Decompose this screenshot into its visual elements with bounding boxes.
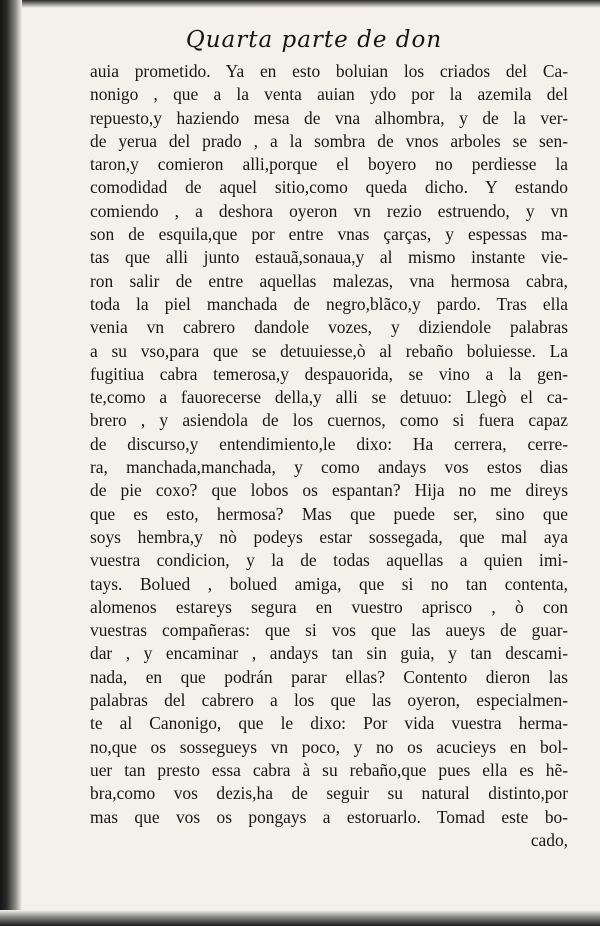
- text-line: son de esquila,que por entre vnas çarças, y espessas ma-: [90, 224, 568, 245]
- text-line: comodidad de aquel sitio,como queda dicho. Y estando: [90, 177, 568, 198]
- running-head: Quarta parte de don: [185, 27, 443, 53]
- text-line: venia vn cabrero dandole vozes, y diziendole palabras: [90, 317, 568, 338]
- text-line: mas que vos os pongays a estoruarlo. Tomad este bo-: [90, 806, 568, 827]
- text-line: de discurso,y entendimiento,le dixo: Ha cerrera, cerre-: [90, 433, 568, 454]
- text-line: de yerua del prado , a la sombra de vnos arboles se sen-: [90, 130, 568, 151]
- text-line: soys hembra,y nò podeys estar sossegada, que mal aya: [90, 526, 568, 547]
- text-line: que es esto, hermosa? Mas que puede ser, sino que: [90, 503, 568, 524]
- text-line: comiendo , a deshora oyeron vn rezio estruendo, y vn: [90, 200, 568, 221]
- body-text: [90, 60, 568, 852]
- page-top-shadow: [0, 0, 600, 8]
- text-line: repuesto,y haziendo mesa de vna alhombra, y de la ver-: [90, 107, 568, 128]
- text-line: taron,y comieron alli,porque el boyero no perdiesse la: [90, 154, 568, 175]
- text-line: dar , y encaminar , andays tan sin guia, y tan descami-: [90, 643, 568, 664]
- text-line: ron salir de entre aquellas malezas, vna hermosa cabra,: [90, 270, 568, 291]
- page-bottom-shadow: [0, 910, 600, 926]
- text-line: vuestra condicion, y la de todas aquellas a quien imi-: [90, 550, 568, 571]
- text-line: tays. Bolued , bolued amiga, que si no tan contenta,: [90, 573, 568, 594]
- text-line: uer tan presto essa cabra à su rebaño,que pues ella es hẽ-: [90, 759, 568, 780]
- text-line: brero , y asiendola de los cuernos, como si fuera capaz: [90, 410, 568, 431]
- text-line: fugitiua cabra temerosa,y despauorida, se vino a la gen-: [90, 363, 568, 384]
- text-line: vuestras compañeras: que si vos que las aueys de guar-: [90, 620, 568, 641]
- text-line: auia prometido. Ya en esto boluian los criados del Ca-: [90, 61, 568, 81]
- text-line: bra,como vos dezis,ha de seguir su natural distinto,por: [90, 783, 568, 804]
- text-line: de pie coxo? que lobos os espantan? Hija no me direys: [90, 480, 568, 501]
- text-line: no,que os sossegueys vn poco, y no os acucieys en bol-: [90, 736, 568, 757]
- text-line: nonigo , que a la venta auian ydo por la azemila del: [90, 84, 568, 105]
- text-line: tas que alli junto estauã,sonaua,y al mismo instante vie-: [90, 247, 568, 268]
- text-line: toda la piel manchada de negro,blãco,y pardo. Tras ella: [90, 293, 568, 314]
- text-line: ra, manchada,manchada, y como andays vos estos dias: [90, 457, 568, 478]
- text-line: alomenos estareys segura en vuestro aprisco , ò con: [90, 596, 568, 617]
- text-line: te al Canonigo, que le dixo: Por vida vuestra herma-: [90, 713, 568, 734]
- text-line-final: cado,: [530, 829, 568, 850]
- page-gutter-shadow: [0, 0, 22, 926]
- text-line: nada, en que podrán parar ellas? Contento dieron las: [90, 666, 568, 687]
- text-line: a su vso,para que se detuuiesse,ò al rebaño boluiesse. La: [90, 340, 568, 361]
- text-line: te,como a fauorecerse della,y alli se detuuo: Llegò el ca-: [90, 387, 568, 408]
- text-line: palabras del cabrero a los que las oyeron, especialmen-: [90, 690, 568, 711]
